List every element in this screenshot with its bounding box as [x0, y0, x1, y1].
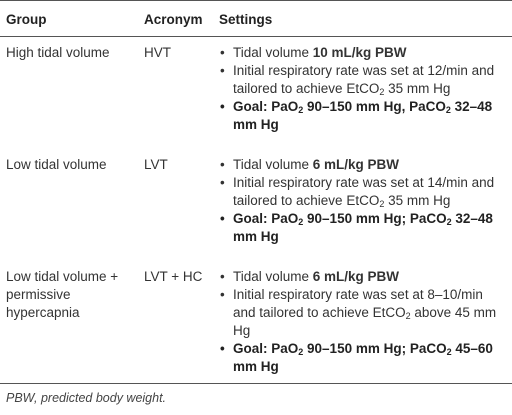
goal-text: 45–60 mm Hg — [233, 341, 493, 374]
tidal-volume-label: Tidal volume — [233, 269, 313, 284]
goal-text: Goal: PaO — [233, 211, 299, 226]
settings-respiratory-rate — [219, 62, 507, 98]
settings-goal — [219, 98, 507, 134]
tidal-volume-label: Tidal volume — [233, 157, 313, 172]
rate-text-end: 35 mm Hg — [384, 81, 451, 96]
group-cell: Low tidal volume — [6, 157, 107, 172]
settings-respiratory-rate — [219, 174, 507, 210]
settings-respiratory-rate — [219, 286, 507, 340]
table-footnote: PBW, predicted body weight. — [6, 391, 167, 405]
settings-tidal-volume — [219, 268, 507, 286]
header-acronym: Acronym — [144, 12, 203, 27]
rate-text-end: above 45 mm Hg — [233, 305, 497, 338]
acronym-cell: HVT — [144, 45, 171, 60]
goal-text: 32–48 mm Hg — [233, 211, 493, 244]
rate-text: Initial respiratory rate was set at 14/min and tailored to achieve EtCO — [233, 175, 495, 208]
subscript: 2 — [298, 217, 304, 227]
subscript: 2 — [298, 105, 304, 115]
acronym-cell: LVT + HC — [144, 269, 203, 284]
rate-text: Initial respiratory rate was set at 8–10/min and tailored to achieve EtCO — [233, 287, 483, 320]
subscript: 2 — [379, 87, 385, 97]
subscript: 2 — [298, 347, 304, 357]
subscript: 2 — [405, 311, 411, 321]
table-bottom-rule — [0, 383, 512, 384]
subscript: 2 — [446, 217, 452, 227]
settings-goal — [219, 340, 507, 376]
rate-text: Initial respiratory rate was set at 12/min and tailored to achieve EtCO — [233, 63, 495, 96]
table-top-rule — [0, 0, 512, 1]
header-rule — [0, 36, 512, 37]
goal-text: 90–150 mm Hg, PaCO — [303, 99, 446, 114]
rate-text-end: 35 mm Hg — [384, 193, 451, 208]
group-cell: Low tidal volume + permissive hypercapnia — [6, 269, 119, 320]
settings-cell — [219, 44, 507, 134]
tidal-volume-value: 10 mL/kg PBW — [312, 45, 407, 60]
subscript: 2 — [446, 347, 452, 357]
subscript: 2 — [445, 105, 451, 115]
goal-text: Goal: PaO — [233, 341, 299, 356]
settings-cell — [219, 268, 507, 376]
goal-text: 90–150 mm Hg; PaCO — [303, 341, 447, 356]
header-group: Group — [6, 12, 47, 27]
tidal-volume-value: 6 mL/kg PBW — [312, 269, 400, 284]
goal-text: 32–48 mm Hg — [233, 99, 493, 132]
tidal-volume-value: 6 mL/kg PBW — [312, 157, 400, 172]
goal-text: 90–150 mm Hg; PaCO — [303, 211, 447, 226]
header-settings: Settings — [219, 12, 273, 27]
settings-goal — [219, 210, 507, 246]
subscript: 2 — [379, 199, 385, 209]
settings-tidal-volume — [219, 156, 507, 174]
goal-text: Goal: PaO — [233, 99, 299, 114]
settings-tidal-volume — [219, 44, 507, 62]
settings-cell — [219, 156, 507, 246]
group-cell: High tidal volume — [6, 45, 110, 60]
tidal-volume-label: Tidal volume — [233, 45, 313, 60]
acronym-cell: LVT — [144, 157, 168, 172]
